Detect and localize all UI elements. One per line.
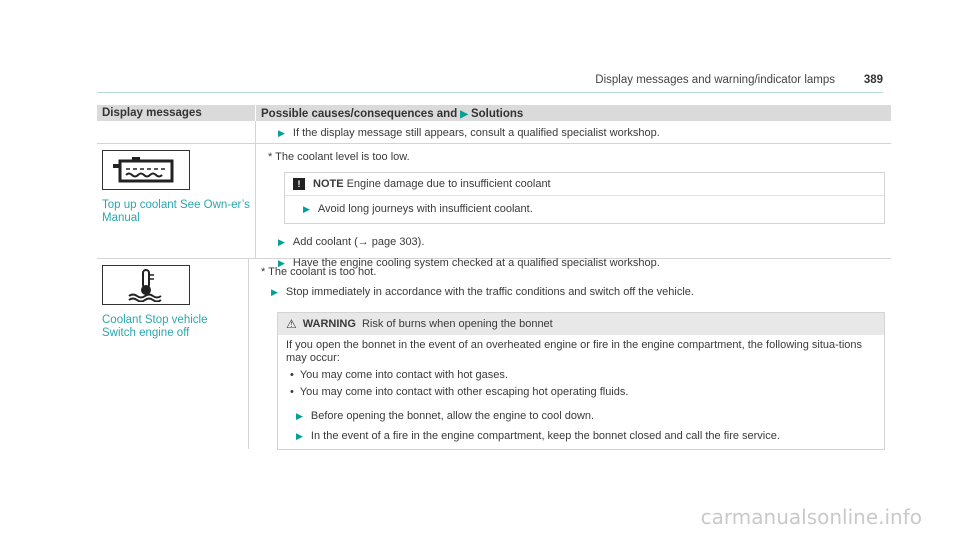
exclamation-icon: ! xyxy=(293,178,305,190)
col-header-display-messages: Display messages xyxy=(102,107,202,119)
step-text: Add coolant (→ page 303). xyxy=(292,236,425,248)
list-item: • You may come into contact with hot gases. xyxy=(290,369,508,381)
solution-step xyxy=(271,285,891,299)
display-message-line2: Switch engine off xyxy=(102,327,190,339)
page-header xyxy=(97,0,883,93)
arrow-icon: ▶ xyxy=(278,237,285,247)
solution-step xyxy=(303,202,884,216)
page-number: 389 xyxy=(863,74,883,86)
solution-step xyxy=(296,409,876,423)
step-text: Stop immediately in accordance with the traffic conditions and switch off the vehicle. xyxy=(285,286,694,298)
warning-intro: If you open the bonnet in the event of an overheated engine or fire in the engine compartment, the following situa-tions may occur: xyxy=(286,339,863,364)
warning-box xyxy=(277,312,885,450)
note-box xyxy=(284,172,885,224)
bullet-icon: • xyxy=(290,386,294,398)
arrow-icon: ▶ xyxy=(278,258,285,268)
warning-header xyxy=(278,313,884,335)
page-header-title: Display messages and warning/indicator lamps xyxy=(595,74,835,86)
bullet-icon: • xyxy=(290,369,294,381)
cause-text: * The coolant is too hot. xyxy=(261,266,377,278)
step-text: Before opening the bonnet, allow the engine to cool down. xyxy=(310,410,595,422)
step-text: In the event of a fire in the engine compartment, keep the bonnet closed and call the fire service. xyxy=(310,430,780,442)
arrow-icon: ▶ xyxy=(271,287,278,297)
step-text: Have the engine cooling system checked at a qualified specialist workshop. xyxy=(292,257,660,269)
list-item: • You may come into contact with other escaping hot operating fluids. xyxy=(290,386,629,398)
display-message: Top up coolant See Own-er’s Manual xyxy=(102,199,250,224)
arrow-icon: ▶ xyxy=(303,204,310,214)
table-header xyxy=(97,105,891,121)
step-text: If the display message still appears, consult a qualified specialist workshop. xyxy=(292,127,660,139)
warning-label: WARNING xyxy=(302,318,356,330)
coolant-temperature-icon xyxy=(102,265,190,305)
display-message-line1: Coolant Stop vehicle xyxy=(102,314,208,326)
coolant-level-icon xyxy=(102,150,190,190)
solution-step xyxy=(278,235,891,249)
solution-step xyxy=(278,126,891,140)
table-row xyxy=(97,121,891,144)
arrow-icon: ▶ xyxy=(460,108,468,120)
arrow-icon: ▶ xyxy=(278,128,285,138)
cause-text: * The coolant level is too low. xyxy=(268,151,410,163)
solution-step xyxy=(296,429,876,443)
col-header-solutions: Solutions xyxy=(470,108,524,120)
step-text: Avoid long journeys with insufficient coolant. xyxy=(317,203,533,215)
display-messages-table xyxy=(97,105,891,449)
table-row xyxy=(97,259,891,449)
arrow-icon: ▶ xyxy=(296,411,303,421)
table-row xyxy=(97,144,891,269)
watermark: carmanualsonline.info xyxy=(700,505,922,529)
note-text: Engine damage due to insufficient coolant xyxy=(346,178,551,190)
arrow-icon: ▶ xyxy=(296,431,303,441)
col-header-causes: Possible causes/consequences and xyxy=(261,108,458,120)
note-label: NOTE xyxy=(313,178,344,190)
warning-title: Risk of burns when opening the bonnet xyxy=(361,318,553,330)
col-header-causes-solutions xyxy=(255,105,891,121)
warning-triangle-icon: ⚠ xyxy=(286,317,297,331)
note-header xyxy=(285,173,884,195)
